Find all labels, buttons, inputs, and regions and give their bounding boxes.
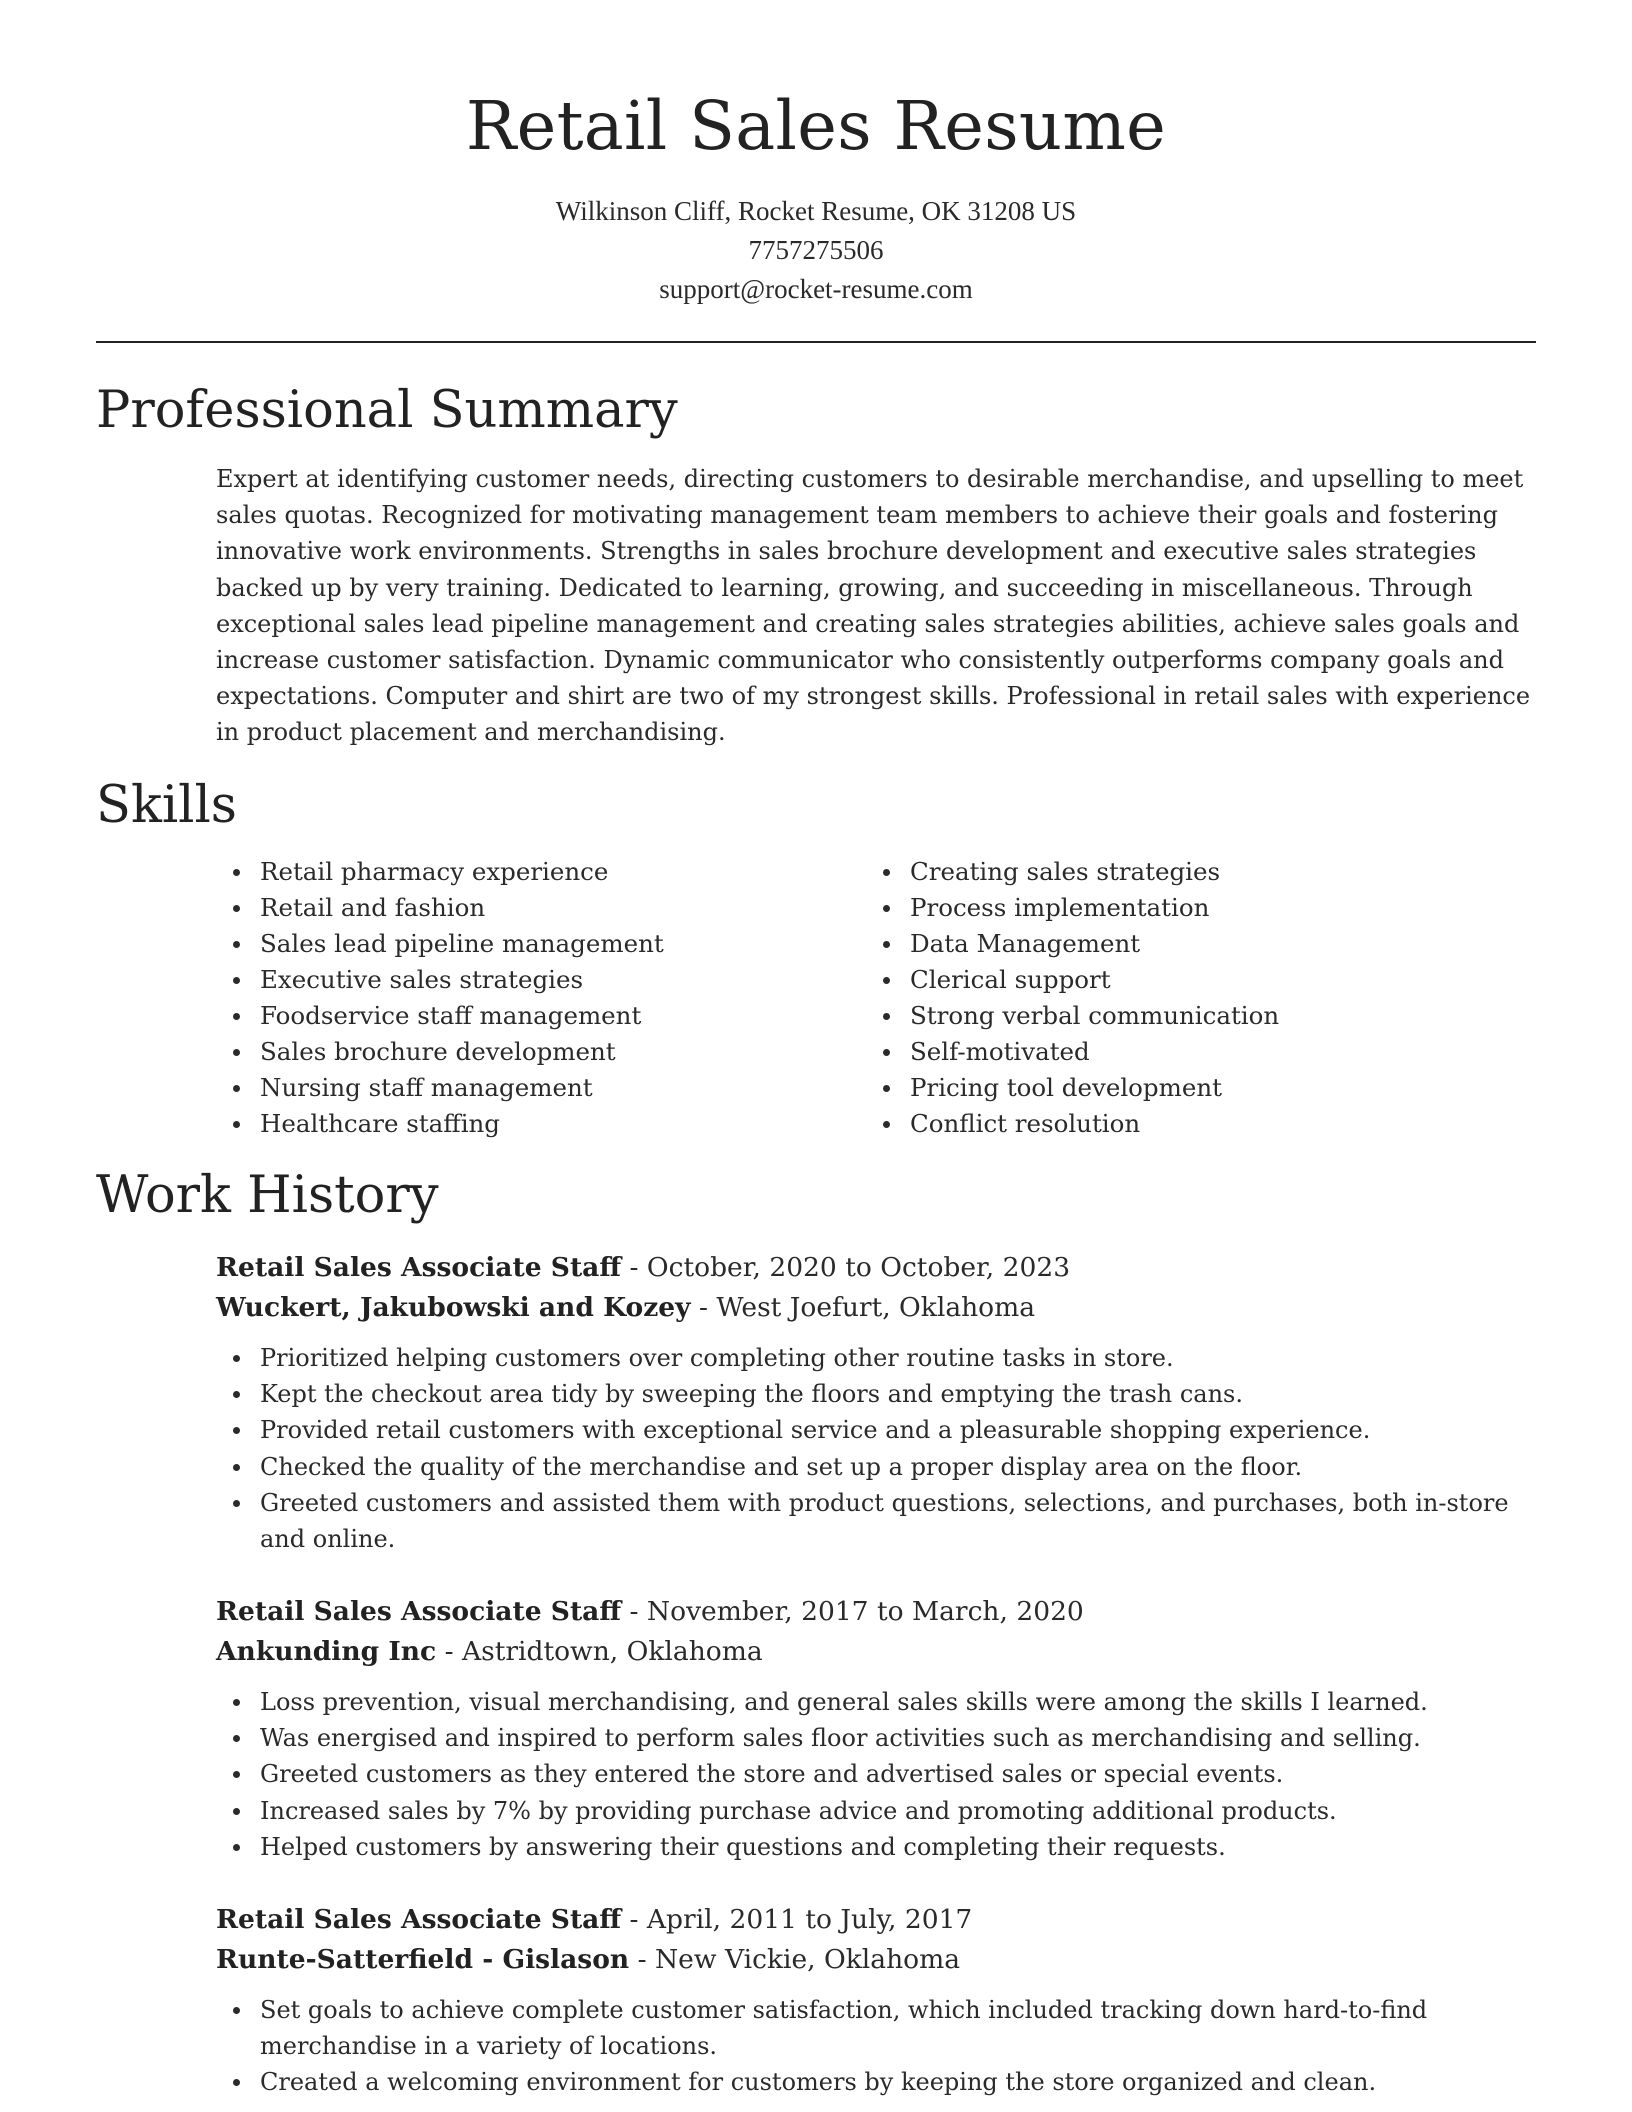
job-bullet: Helped customers by answering their questions and completing their requests. bbox=[216, 1829, 1536, 1865]
job-company-line: Ankunding Inc - Astridtown, Oklahoma bbox=[216, 1636, 763, 1667]
job-dates: October, 2020 to October, 2023 bbox=[646, 1252, 1071, 1283]
contact-address: Wilkinson Cliff, Rocket Resume, OK 31208 US bbox=[555, 196, 1077, 226]
job-bullets bbox=[216, 1684, 1536, 1865]
contact-email: support@rocket-resume.com bbox=[659, 274, 973, 304]
skill-item: Foodservice staff management bbox=[216, 998, 866, 1034]
skills-column-right bbox=[866, 854, 1516, 1142]
skill-item: Retail pharmacy experience bbox=[216, 854, 866, 890]
job-dates: November, 2017 to March, 2020 bbox=[646, 1596, 1084, 1627]
resume-title: Retail Sales Resume bbox=[465, 87, 1167, 165]
job-bullet: Created a welcoming environment for customers by keeping the store organized and clean. bbox=[216, 2064, 1536, 2100]
skill-item: Creating sales strategies bbox=[866, 854, 1516, 890]
job-title-line: Retail Sales Associate Staff - November, 2017 to March, 2020 bbox=[216, 1596, 1084, 1627]
job-entry bbox=[216, 1592, 1536, 1865]
job-bullet: Checked the quality of the merchandise and set up a proper display area on the floor. bbox=[216, 1449, 1536, 1485]
summary-text: Expert at identifying customer needs, directing customers to desirable merchandise, and upselling to meet sales quotas. Recognized for motivating management team members to achieve their goals and fostering innovative work environments. Strengths in sales brochure development and executive sales strategies backed up by very training. Dedicated to learning, growing, and succeeding in miscellaneous. Through exceptional sales lead pipeline management and creating sales strategies abilities, achieve sales goals and increase customer satisfaction. Dynamic communicator who consistently outperforms company goals and expectations. Computer and shirt are two of my strongest skills. Professional in retail sales with experience in product placement and merchandising. bbox=[216, 465, 1531, 747]
skill-item: Clerical support bbox=[866, 962, 1516, 998]
job-title: Retail Sales Associate Staff bbox=[216, 1596, 622, 1627]
skill-item: Strong verbal communication bbox=[866, 998, 1516, 1034]
job-location: New Vickie, Oklahoma bbox=[654, 1944, 961, 1975]
skill-item: Pricing tool development bbox=[866, 1070, 1516, 1106]
skill-item: Self-motivated bbox=[866, 1034, 1516, 1070]
summary-heading: Professional Summary bbox=[96, 381, 678, 440]
contact-phone: 7757275506 bbox=[748, 235, 884, 265]
job-bullets bbox=[216, 1340, 1536, 1557]
job-entry bbox=[216, 1248, 1536, 1557]
job-bullet: Was energised and inspired to perform sales floor activities such as merchandising and selling. bbox=[216, 1720, 1536, 1756]
skill-item: Healthcare staffing bbox=[216, 1106, 866, 1142]
job-company-line: Runte-Satterfield - Gislason - New Vickie, Oklahoma bbox=[216, 1944, 961, 1975]
skill-item: Data Management bbox=[866, 926, 1516, 962]
job-bullet: Set goals to achieve complete customer satisfaction, which included tracking down hard-to-find merchandise in a variety of locations. bbox=[216, 1992, 1536, 2064]
job-company: Wuckert, Jakubowski and Kozey bbox=[216, 1292, 691, 1323]
job-title: Retail Sales Associate Staff bbox=[216, 1252, 622, 1283]
job-bullet: Kept the checkout area tidy by sweeping the floors and emptying the trash cans. bbox=[216, 1376, 1536, 1412]
job-bullet: Greeted customers as they entered the store and advertised sales or special events. bbox=[216, 1756, 1536, 1792]
skill-item: Conflict resolution bbox=[866, 1106, 1516, 1142]
job-company: Ankunding Inc bbox=[216, 1636, 437, 1667]
job-location: Astridtown, Oklahoma bbox=[461, 1636, 763, 1667]
job-bullet: Loss prevention, visual merchandising, and general sales skills were among the skills I learned. bbox=[216, 1684, 1536, 1720]
job-bullet: Provided retail customers with exceptional service and a pleasurable shopping experience. bbox=[216, 1412, 1536, 1448]
skills-heading: Skills bbox=[96, 776, 237, 835]
job-bullets bbox=[216, 1992, 1536, 2101]
job-bullet: Prioritized helping customers over completing other routine tasks in store. bbox=[216, 1340, 1536, 1376]
skill-item: Process implementation bbox=[866, 890, 1516, 926]
job-entry bbox=[216, 1900, 1536, 2101]
job-title-line: Retail Sales Associate Staff - October, 2020 to October, 2023 bbox=[216, 1252, 1071, 1283]
job-location: West Joefurt, Oklahoma bbox=[716, 1292, 1036, 1323]
job-bullet: Increased sales by 7% by providing purchase advice and promoting additional products. bbox=[216, 1793, 1536, 1829]
skill-item: Retail and fashion bbox=[216, 890, 866, 926]
work-history-heading: Work History bbox=[96, 1166, 439, 1225]
job-dates: April, 2011 to July, 2017 bbox=[646, 1904, 973, 1935]
job-title-line: Retail Sales Associate Staff - April, 2011 to July, 2017 bbox=[216, 1904, 973, 1935]
job-bullet: Greeted customers and assisted them with product questions, selections, and purchases, both in-store and online. bbox=[216, 1485, 1536, 1557]
skill-item: Executive sales strategies bbox=[216, 962, 866, 998]
job-company-line: Wuckert, Jakubowski and Kozey - West Joefurt, Oklahoma bbox=[216, 1292, 1036, 1323]
skill-item: Sales lead pipeline management bbox=[216, 926, 866, 962]
job-title: Retail Sales Associate Staff bbox=[216, 1904, 622, 1935]
header-divider bbox=[96, 341, 1536, 343]
job-company: Runte-Satterfield - Gislason bbox=[216, 1944, 630, 1975]
skill-item: Sales brochure development bbox=[216, 1034, 866, 1070]
skills-list bbox=[216, 854, 1536, 1142]
skill-item: Nursing staff management bbox=[216, 1070, 866, 1106]
contact-block bbox=[96, 192, 1536, 309]
skills-column-left bbox=[216, 854, 866, 1142]
